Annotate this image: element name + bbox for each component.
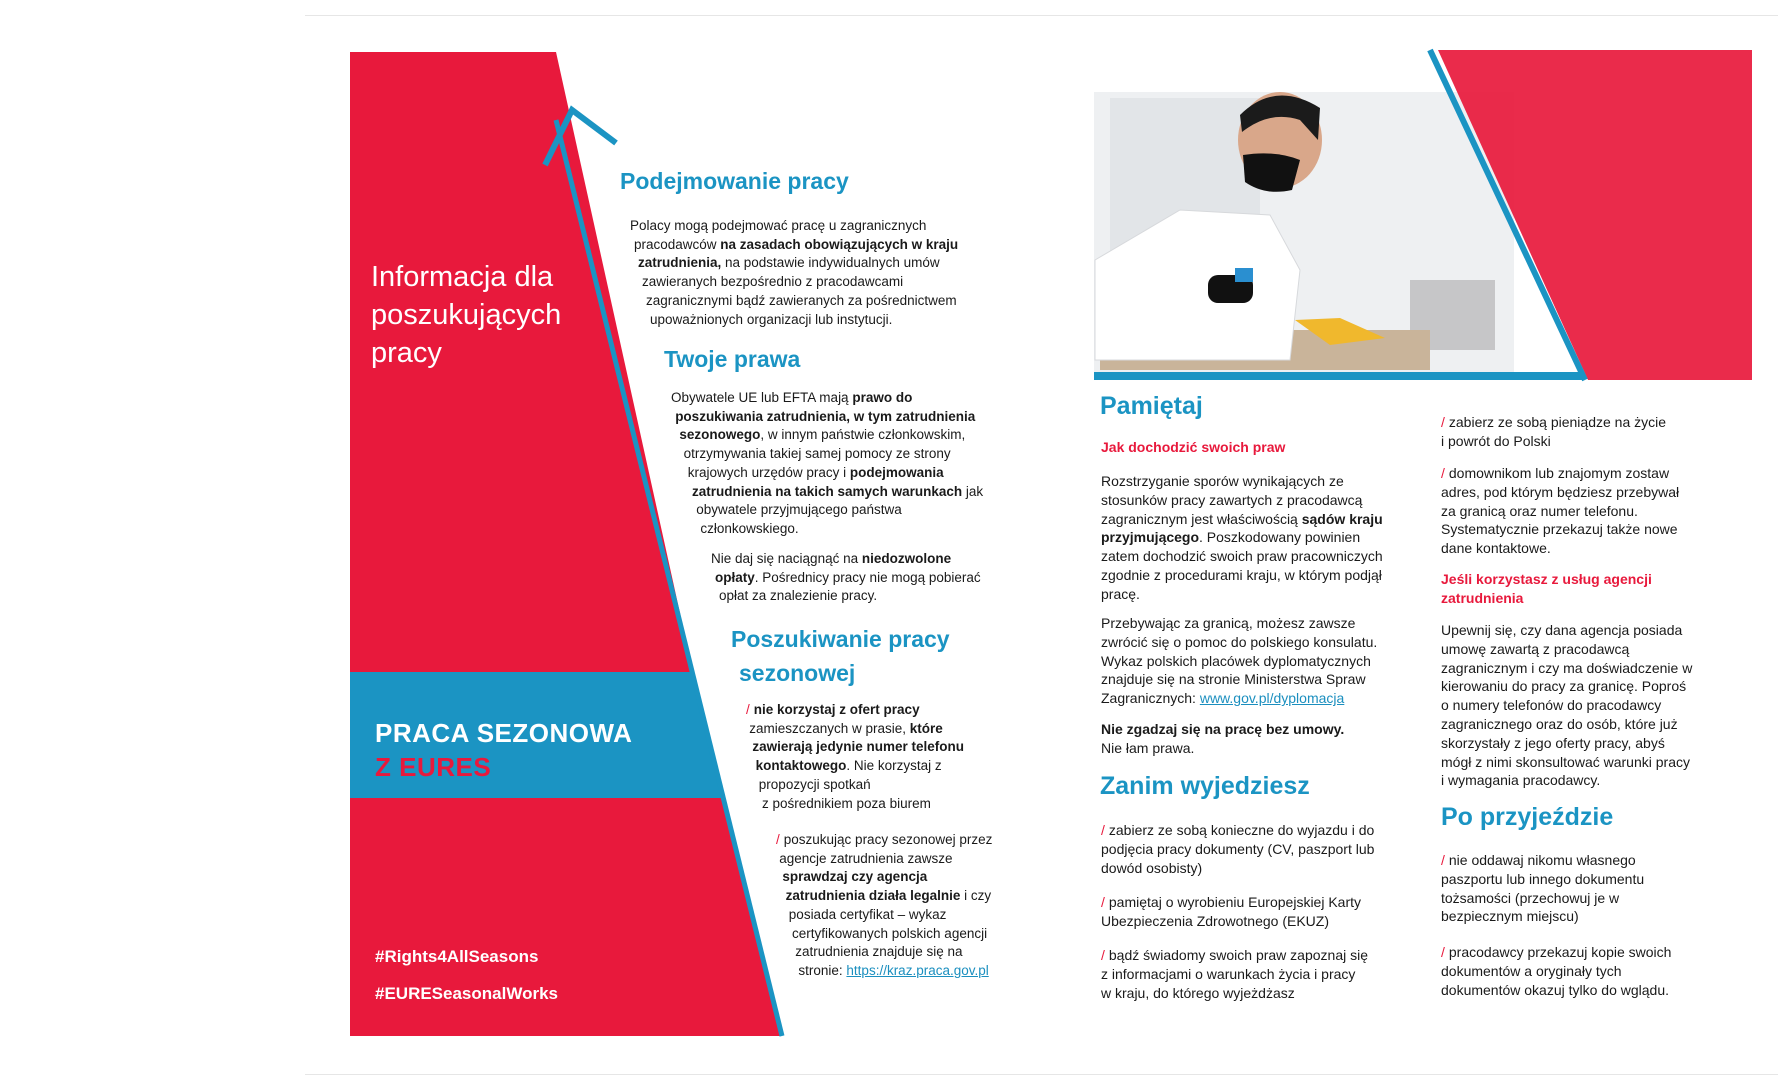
text-segment: nie oddawaj nikomu własnego — [1448, 852, 1636, 868]
text-segment: na podstawie indywidualnych umów — [721, 255, 940, 271]
text-segment: członkowskiego. — [700, 520, 799, 536]
text-line — [711, 587, 981, 606]
text-segment: zagranicznymi bądź zawieranych za pośrednictwem — [646, 292, 957, 308]
text-segment: pracodawców — [634, 236, 721, 252]
text-segment: . Poszkodowany powinien — [1199, 529, 1361, 546]
heading-podejmowanie: Podejmowanie pracy — [620, 168, 849, 194]
text-line — [1441, 432, 1666, 451]
text-segment: domownikom lub znajomym zostaw — [1448, 465, 1670, 481]
text-line — [1441, 981, 1671, 1000]
heading-twoje-prawa: Twoje prawa — [664, 346, 801, 372]
text-segment: jak — [962, 483, 984, 499]
text-segment: bądź świadomy swoich praw zapoznaj się — [1108, 947, 1369, 963]
text-line — [1441, 943, 1671, 962]
text-segment: posiada certyfikat – wykaz — [788, 906, 947, 922]
text-segment: pamiętaj o wyrobieniu Europejskiej Karty — [1108, 894, 1362, 910]
text-line — [776, 943, 992, 962]
text-line — [776, 887, 992, 906]
cover-title-line: pracy — [371, 337, 442, 369]
text-segment: o numery telefonów do pracodawcy — [1441, 697, 1662, 714]
text-line — [1441, 464, 1679, 483]
heading-zanim: Zanim wyjedziesz — [1100, 772, 1310, 800]
text-segment: propozycji spotkań — [758, 776, 871, 792]
text-segment: Wykaz polskich placówek dyplomatycznych — [1101, 652, 1371, 669]
text-line — [671, 501, 983, 520]
text-line — [711, 550, 981, 569]
text-line — [776, 925, 992, 944]
text-segment: adres, pod którym będziesz przebywał — [1441, 483, 1680, 500]
text-segment: z pośrednikiem poza biurem — [762, 795, 931, 811]
photo-bottom-edge — [1094, 372, 1584, 380]
text-segment: Polacy mogą podejmować pracę u zagranicznych — [630, 218, 927, 233]
text-line — [1101, 859, 1374, 878]
text-line — [776, 868, 992, 887]
slash-bullet-icon: / — [1441, 944, 1445, 960]
text-segment: Zagranicznych: — [1101, 690, 1200, 707]
text-line — [1101, 510, 1383, 529]
bold-text: które — [909, 720, 943, 736]
text-line — [1101, 566, 1383, 585]
text-line — [1101, 614, 1377, 633]
text-line — [711, 569, 981, 588]
bold-text: zawierają jedynie numer telefonu — [752, 739, 964, 755]
text-segment: w kraju, do którego wyjeżdżasz — [1101, 984, 1295, 1001]
text-line — [1101, 633, 1377, 652]
para-umowa — [1101, 720, 1344, 758]
text-segment: kierowaniu do pracy za granicę. Poproś — [1441, 678, 1687, 695]
text-line — [1441, 621, 1692, 640]
text-line — [671, 464, 983, 483]
text-line — [746, 757, 964, 776]
text-segment: , w innym państwie członkowskim, — [760, 427, 966, 443]
heading-po-przyjezdzie: Po przyjeździe — [1441, 803, 1614, 831]
slash-bullet-icon: / — [746, 702, 750, 717]
text-line — [746, 776, 964, 795]
bullet-adres — [1441, 464, 1679, 558]
text-segment: i wymagania pracodawcy. — [1441, 772, 1601, 789]
band-title-line1: PRACA SEZONOWA — [375, 718, 633, 748]
slash-bullet-icon: / — [1101, 822, 1105, 838]
para-twoje-prawa — [671, 389, 983, 539]
text-line — [1441, 696, 1692, 715]
text-line — [630, 311, 958, 330]
bullet-pieniadze — [1441, 413, 1666, 451]
para-agencja — [1441, 621, 1692, 790]
text-line — [1101, 739, 1344, 758]
text-segment: zabierz ze sobą konieczne do wyjazdu i do — [1108, 822, 1375, 838]
text-segment: upoważnionych organizacji lub instytucji. — [650, 311, 893, 327]
bold-text: zatrudnienia działa legalnie — [785, 888, 961, 904]
text-line — [1441, 502, 1679, 521]
bullet-ekuz — [1101, 893, 1361, 931]
text-segment: Systematycznie przekazuj także nowe — [1441, 521, 1678, 538]
subheading-agencja — [1441, 570, 1652, 608]
text-segment: zatem dochodzić swoich praw pracowniczych — [1101, 548, 1383, 565]
bold-text: niedozwolone — [861, 551, 952, 566]
text-line — [1441, 413, 1666, 432]
text-line — [630, 217, 958, 236]
text-segment: agencje zatrudnienia zawsze — [779, 850, 953, 866]
text-line — [630, 236, 958, 255]
text-segment: zagranicznego oraz do osób, które już — [1441, 715, 1678, 732]
text-line — [671, 520, 983, 539]
text-segment: mógł z nimi skonsultować warunki pracy — [1441, 753, 1690, 770]
web-link[interactable]: https://kraz.praca.gov.pl — [846, 962, 989, 978]
bold-text: opłaty — [715, 569, 755, 585]
text-segment: za granicą oraz numer telefonu. — [1441, 502, 1638, 519]
text-segment: poszukując pracy sezonowej przez — [783, 832, 993, 847]
subheading-line: Jeśli korzystasz z usług agencji — [1441, 571, 1652, 587]
text-segment: Obywatele UE lub EFTA mają — [671, 390, 853, 405]
text-segment: zamieszczanych w prasie, — [749, 720, 910, 736]
text-line — [1101, 547, 1383, 566]
slash-bullet-icon: / — [1441, 465, 1445, 481]
bold-text: przyjmującego — [1101, 529, 1200, 546]
bold-text: zatrudnienia na takich samych warunkach — [692, 483, 963, 499]
text-line — [630, 254, 958, 273]
heading-line: sezonowej — [739, 660, 856, 686]
para-konsulat — [1101, 614, 1377, 708]
text-line — [1101, 689, 1377, 708]
text-line — [1441, 539, 1679, 558]
text-line — [746, 720, 964, 739]
bullet-dokumenty — [1101, 821, 1374, 877]
text-segment: dokumentów a oryginały tych — [1441, 962, 1622, 979]
text-line — [1101, 984, 1368, 1003]
bullet-prawa — [1101, 946, 1368, 1002]
text-line — [1441, 771, 1692, 790]
text-line — [1101, 893, 1361, 912]
text-line — [1441, 851, 1644, 870]
text-segment: dokumentów okazuj tylko do wglądu. — [1441, 981, 1670, 998]
para-oplaty — [711, 550, 981, 606]
text-line — [1441, 483, 1679, 502]
text-line — [1441, 520, 1679, 539]
text-line — [1101, 528, 1383, 547]
text-line — [630, 292, 958, 311]
text-segment: i powrót do Polski — [1441, 432, 1551, 449]
text-segment: zatrudnienia znajduje się na — [795, 944, 963, 960]
text-line — [671, 389, 983, 408]
text-segment: Nie daj się naciągnąć na — [711, 551, 862, 566]
bullet-oferty — [746, 701, 964, 813]
text-segment: zagranicznym i czy ma doświadczenie w — [1441, 659, 1693, 676]
subheading-dochodzic: Jak dochodzić swoich praw — [1101, 439, 1286, 455]
text-segment: obywatele przyjmującego państwa — [696, 502, 902, 518]
text-segment: zwrócić się o pomoc do polskiego konsulatu. — [1101, 633, 1378, 650]
text-line — [1101, 472, 1383, 491]
text-segment: dane kontaktowe. — [1441, 540, 1551, 557]
heading-pamietaj: Pamiętaj — [1100, 392, 1203, 420]
bold-text: nie korzystaj z ofert pracy — [753, 702, 920, 717]
text-segment: bezpiecznym miejscu) — [1441, 908, 1579, 925]
text-segment: zgodnie z procedurami kraju, w którym podjął — [1101, 566, 1382, 583]
slash-bullet-icon: / — [1441, 852, 1445, 868]
text-line — [776, 906, 992, 925]
text-line — [1441, 640, 1692, 659]
text-line — [1101, 720, 1344, 739]
text-line — [1101, 840, 1374, 859]
text-segment: Przebywając za granicą, możesz zawsze — [1101, 615, 1356, 631]
text-segment: pracę. — [1101, 585, 1140, 602]
text-segment: stosunków pracy zawartych z pracodawcą — [1101, 491, 1363, 508]
heading-line: Poszukiwanie pracy — [731, 626, 950, 652]
subheading-line: zatrudnienia — [1441, 590, 1524, 606]
text-line — [1101, 585, 1383, 604]
band-title-line2: Z EURES — [375, 752, 492, 782]
bold-text: sprawdzaj czy agencja — [782, 869, 928, 885]
bullet-kopie — [1441, 943, 1671, 999]
bullet-agencje — [776, 831, 992, 981]
text-segment: opłat za znalezienie pracy. — [719, 588, 878, 604]
text-line — [671, 445, 983, 464]
text-segment: stronie: — [798, 962, 847, 978]
text-line — [1101, 965, 1368, 984]
text-segment: paszportu lub innego dokumentu — [1441, 870, 1645, 887]
text-line — [776, 850, 992, 869]
text-segment: zawieranych bezpośrednio z pracodawcami — [642, 274, 904, 290]
text-line — [1441, 753, 1692, 772]
text-segment: i czy — [960, 888, 992, 904]
bullet-paszport — [1441, 851, 1644, 926]
text-line — [1441, 734, 1692, 753]
text-line — [1441, 715, 1692, 734]
bold-text: sezonowego — [679, 427, 761, 443]
hashtag-seasonal: #EURESeasonalWorks — [375, 984, 558, 1003]
bold-text: sądów kraju — [1301, 510, 1383, 527]
text-segment: pracodawcy przekazuj kopie swoich — [1448, 944, 1672, 960]
text-segment: dowód osobisty) — [1101, 859, 1203, 876]
text-segment: tożsamości (przechowuj je w — [1441, 889, 1620, 906]
slash-bullet-icon: / — [1101, 947, 1105, 963]
slash-bullet-icon: / — [1101, 894, 1105, 910]
text-segment: znajduje się na stronie Ministerstwa Spraw — [1101, 671, 1366, 688]
text-line — [1101, 912, 1361, 931]
text-segment: skorzystały z jego oferty pracy, abyś — [1441, 734, 1665, 751]
text-line — [746, 738, 964, 757]
text-line — [1441, 889, 1644, 908]
cover-title-line: poszukujących — [371, 299, 562, 331]
text-line — [1101, 946, 1368, 965]
para-spory — [1101, 472, 1383, 604]
text-segment: certyfikowanych polskich agencji — [792, 925, 988, 941]
text-segment: zabierz ze sobą pieniądze na życie — [1448, 414, 1667, 430]
text-line — [746, 701, 964, 720]
text-line — [630, 273, 958, 292]
text-segment: otrzymywania takiej samej pomocy ze strony — [683, 446, 951, 462]
text-line — [671, 408, 983, 427]
text-segment: Nie łam prawa. — [1101, 739, 1195, 756]
text-line — [1441, 677, 1692, 696]
para-podejmowanie — [630, 217, 958, 329]
text-line — [746, 795, 964, 814]
text-line — [1441, 659, 1692, 678]
bold-text: prawo do — [852, 390, 913, 405]
text-segment: z informacjami o warunkach życia i pracy — [1101, 965, 1356, 982]
text-segment: . Pośrednicy pracy nie mogą pobierać — [754, 569, 981, 585]
slash-bullet-icon: / — [776, 832, 780, 847]
text-line — [671, 483, 983, 502]
text-line — [1441, 870, 1644, 889]
text-segment: . Nie korzystaj z — [846, 758, 942, 774]
text-segment: Rozstrzyganie sporów wynikających ze — [1101, 473, 1344, 489]
text-segment: Ubezpieczenia Zdrowotnego (EKUZ) — [1101, 912, 1329, 929]
bold-text: poszukiwania zatrudnienia, w tym zatrudnienia — [675, 408, 976, 424]
text-line — [1441, 962, 1671, 981]
bold-text: Nie zgadzaj się na pracę bez umowy. — [1101, 721, 1345, 737]
slash-bullet-icon: / — [1441, 414, 1445, 430]
cover-title — [371, 258, 591, 372]
bold-text: na zasadach obowiązujących w kraju — [720, 236, 959, 252]
text-line — [776, 962, 992, 981]
hashtag-rights: #Rights4AllSeasons — [375, 947, 539, 966]
heading-poszukiwanie — [731, 622, 950, 690]
text-line — [1101, 821, 1374, 840]
cover-title-line: Informacja dla — [371, 261, 554, 293]
text-segment: podjęcia pracy dokumenty (CV, paszport lub — [1101, 840, 1375, 857]
text-segment: Upewnij się, czy dana agencja posiada — [1441, 622, 1683, 638]
text-segment: krajowych urzędów pracy i — [687, 464, 850, 480]
text-line — [1441, 907, 1644, 926]
bold-text: zatrudnienia, — [638, 255, 722, 271]
text-line — [1101, 670, 1377, 689]
bold-text: podejmowania — [849, 464, 944, 480]
web-link[interactable]: www.gov.pl/dyplomacja — [1199, 690, 1345, 707]
text-line — [1101, 491, 1383, 510]
text-segment: zagranicznym jest właściwością — [1101, 510, 1302, 527]
text-line — [671, 426, 983, 445]
text-line — [1101, 652, 1377, 671]
text-segment: umowę zawartą z pracodawcą — [1441, 640, 1630, 657]
text-line — [776, 831, 992, 850]
bold-text: kontaktowego — [755, 758, 847, 774]
